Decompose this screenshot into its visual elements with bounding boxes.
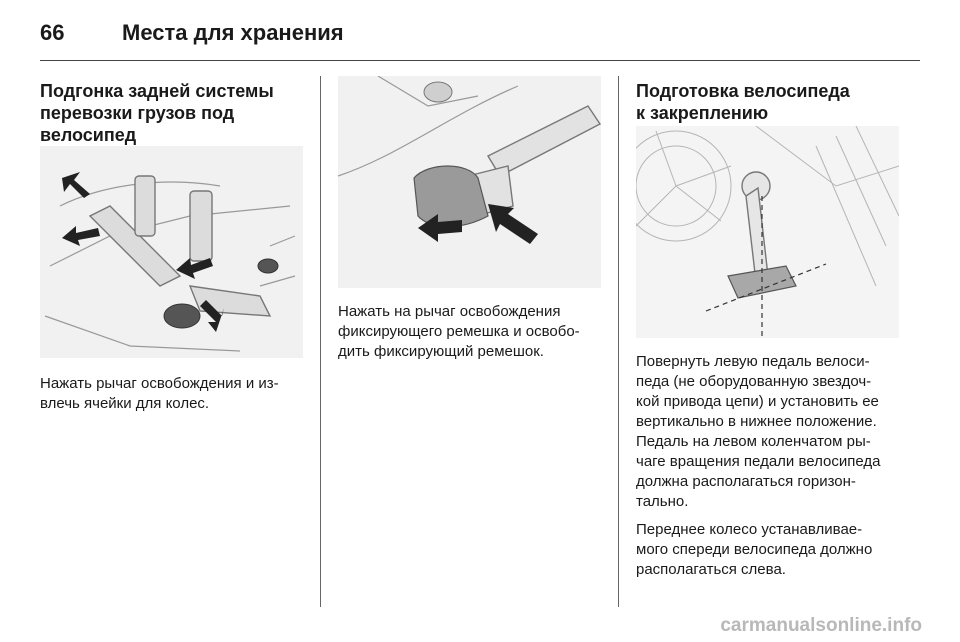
column-1-caption (40, 374, 308, 414)
heading-prepare-bicycle (636, 80, 920, 124)
figure-wheel-holders (40, 146, 303, 358)
paragraph-pedal-instruction (636, 352, 920, 512)
heading-bike-carrier-fit (40, 80, 308, 146)
paragraph-line: вертикально в нижнее положение. (636, 413, 877, 430)
paragraph-line: Повернуть левую педаль велоси- (636, 353, 870, 370)
caption-line: Нажать рычаг освобождения и из- (40, 375, 279, 392)
watermark: carmanualsonline.info (720, 615, 922, 636)
figure-strap-release (338, 76, 601, 288)
paragraph-line: мого спереди велосипеда должно (636, 541, 873, 558)
caption-remove-wheel-holders (40, 374, 308, 414)
pedal-position-illustration (636, 126, 899, 338)
figure-pedal-position (636, 126, 899, 338)
paragraph-line: тально. (636, 493, 689, 510)
heading-line: перевозки грузов под (40, 103, 235, 123)
heading-line: к закреплению (636, 103, 769, 123)
caption-line: влечь ячейки для колес. (40, 395, 210, 412)
paragraph-line: Переднее колесо устанавливае- (636, 521, 863, 538)
strap-release-illustration (338, 76, 601, 288)
column-3 (636, 80, 920, 124)
heading-line: велосипед (40, 125, 137, 145)
caption-release-strap (338, 302, 608, 362)
column-1 (40, 80, 308, 146)
column-2-caption (338, 302, 608, 362)
paragraph-line: педа (не оборудованную звездоч- (636, 373, 872, 390)
caption-line: дить фиксирующий ремешок. (338, 343, 544, 360)
caption-line: фиксирующего ремешка и освобо- (338, 323, 580, 340)
column-divider-1 (320, 76, 321, 607)
section-title: Места для хранения (122, 20, 344, 45)
paragraph-line: располагаться слева. (636, 561, 786, 578)
column-3-body (636, 352, 920, 580)
column-divider-2 (618, 76, 619, 607)
header-rule (40, 60, 920, 61)
wheel-holders-illustration (40, 146, 303, 358)
paragraph-line: должна располагаться горизон- (636, 473, 856, 490)
paragraph-line: Педаль на левом коленчатом ры- (636, 433, 871, 450)
page-header (40, 14, 920, 60)
heading-line: Подгонка задней системы (40, 81, 274, 101)
heading-line: Подготовка велосипеда (636, 81, 850, 101)
paragraph-line: кой привода цепи) и установить ее (636, 393, 879, 410)
paragraph-front-wheel (636, 520, 920, 580)
caption-line: Нажать на рычаг освобождения (338, 303, 561, 320)
paragraph-line: чаге вращения педали велосипеда (636, 453, 881, 470)
page-number: 66 (40, 20, 65, 45)
